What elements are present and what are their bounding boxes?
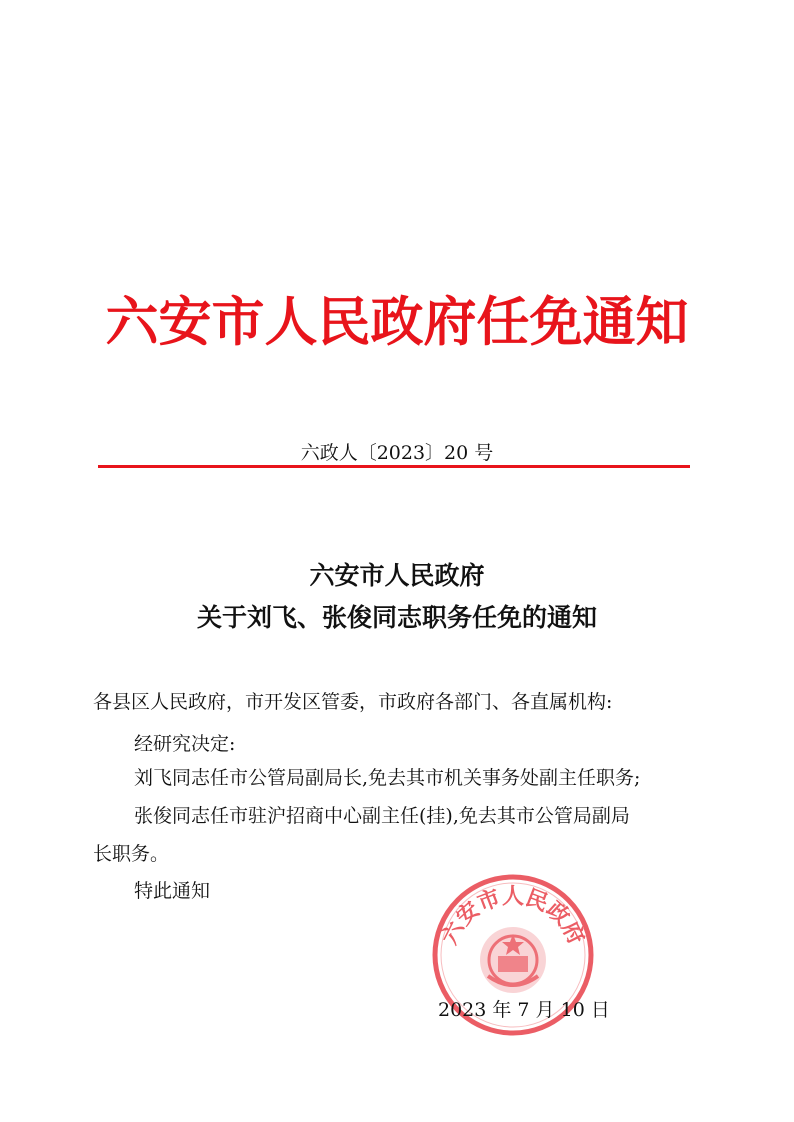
issue-date: 2023 年 7 月 10 日	[438, 999, 610, 1021]
notice-title-line2: 关于刘飞、张俊同志职务任免的通知	[196, 603, 597, 632]
paragraph-appointment-2: 张俊同志任市驻沪招商中心副主任(挂),免去其市公管局副局	[134, 805, 630, 827]
notice-title-line1: 六安市人民政府	[309, 561, 485, 590]
addressee: 各县区人民政府，市开发区管委，市政府各部门、各直属机构:	[93, 691, 613, 713]
paragraph-appointment-2-cont: 长职务。	[93, 843, 170, 865]
paragraph-decision: 经研究决定:	[134, 733, 236, 755]
closing-line: 特此通知	[134, 880, 211, 902]
seal-text: 六安市人民政府	[436, 883, 590, 949]
masthead-title: 六安市人民政府任免通知	[105, 291, 689, 353]
emblem-icon	[480, 927, 546, 993]
document-number: 六政人〔2023〕20 号	[300, 442, 494, 464]
red-divider	[98, 465, 690, 468]
paragraph-appointment-1: 刘飞同志任市公管局副局长,免去其市机关事务处副主任职务;	[134, 767, 641, 789]
